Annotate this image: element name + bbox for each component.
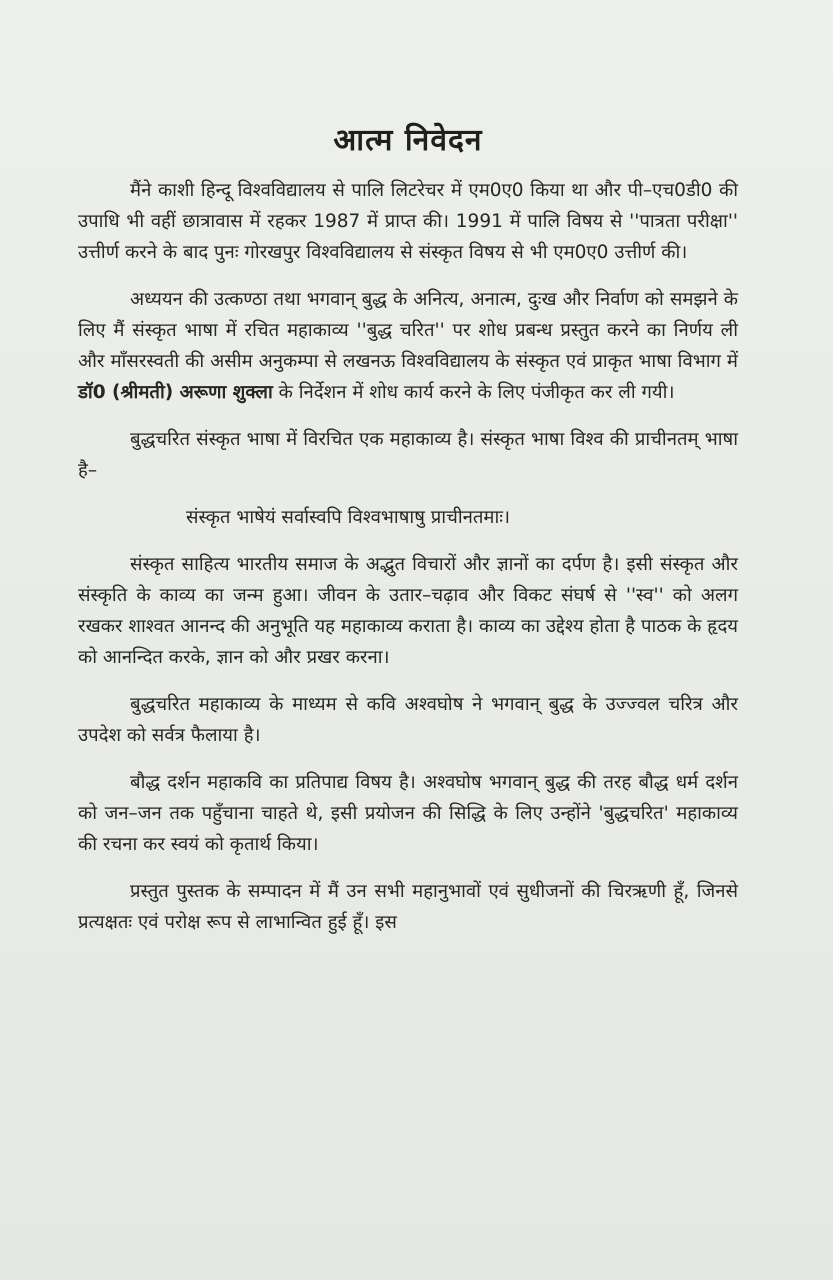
paragraph-2 (78, 284, 738, 408)
paragraph-7: प्रस्तुत पुस्तक के सम्पादन में मैं उन सभी महानुभावों एवं सुधीजनों की चिरऋणी हूँ, जिनसे प्रत्यक्षतः एवं परोक्ष रूप से लाभान्वित हुई हूँ। इस (78, 881, 738, 933)
paragraph-1: मैंने काशी हिन्दू विश्वविद्यालय से पालि लिटरेचर में एम0ए0 किया था और पी–एच0डी0 की उपाधि भी वहीं छात्रावास में रहकर 1987 में प्राप्त की। 1991 में पालि विषय से ''पात्रता परीक्षा'' उत्तीर्ण करने के बाद पुनः गोरखपुर विश्वविद्यालय से संस्कृत विषय से भी एम0ए0 उत्तीर्ण की। (78, 180, 738, 263)
paragraph-2-text-start: अध्ययन की उत्कण्ठा तथा भगवान् बुद्ध के अनित्य, अनात्म, दुःख और निर्वाण को समझने के लिए मैं संस्कृत भाषा में रचित महाकाव्य ''बुद्ध चरित'' पर शोध प्रबन्ध प्रस्तुत करने का निर्णय ली और माँसरस्वती की असीम अनुकम्पा से लखनऊ विश्वविद्यालय के संस्कृत एवं प्राकृत भाषा विभाग में (78, 289, 738, 372)
page-title: आत्म निवेदन (333, 123, 483, 158)
paragraph-5: बुद्धचरित महाकाव्य के माध्यम से कवि अश्वघोष ने भगवान् बुद्ध के उज्ज्वल चरित्र और उपदेश को सर्वत्र फैलाया है। (78, 694, 738, 746)
paragraph-3: बुद्धचरित संस्कृत भाषा में विरचित एक महाकाव्य है। संस्कृत भाषा विश्व की प्राचीनतम् भाषा है– (78, 429, 738, 481)
paragraph-6: बौद्ध दर्शन महाकवि का प्रतिपाद्य विषय है। अश्वघोष भगवान् बुद्ध की तरह बौद्ध धर्म दर्शन को जन–जन तक पहुँचाना चाहते थे, इसी प्रयोजन की सिद्धि के लिए उन्होंने 'बुद्धचरित' महाकाव्य की रचना कर स्वयं को कृतार्थ किया। (78, 772, 738, 855)
sanskrit-verse: संस्कृत भाषेयं सर्वास्वपि विश्वभाषाषु प्राचीनतमाः। (186, 507, 511, 528)
supervisor-name: डॉ0 (श्रीमती) अरूणा शुक्ला (78, 382, 273, 403)
paragraph-4: संस्कृत साहित्य भारतीय समाज के अद्भुत विचारों और ज्ञानों का दर्पण है। इसी संस्कृत और संस्कृति के काव्य का जन्म हुआ। जीवन के उतार–चढ़ाव और विकट संघर्ष से ''स्व'' को अलग रखकर शाश्वत आनन्द की अनुभूति यह महाकाव्य कराता है। काव्य का उद्देश्य होता है पाठक के हृदय को आनन्दित करके, ज्ञान को और प्रखर करना। (78, 554, 738, 668)
paragraph-2-text-end: के निर्देशन में शोध कार्य करने के लिए पंजीकृत कर ली गयी। (272, 382, 675, 403)
